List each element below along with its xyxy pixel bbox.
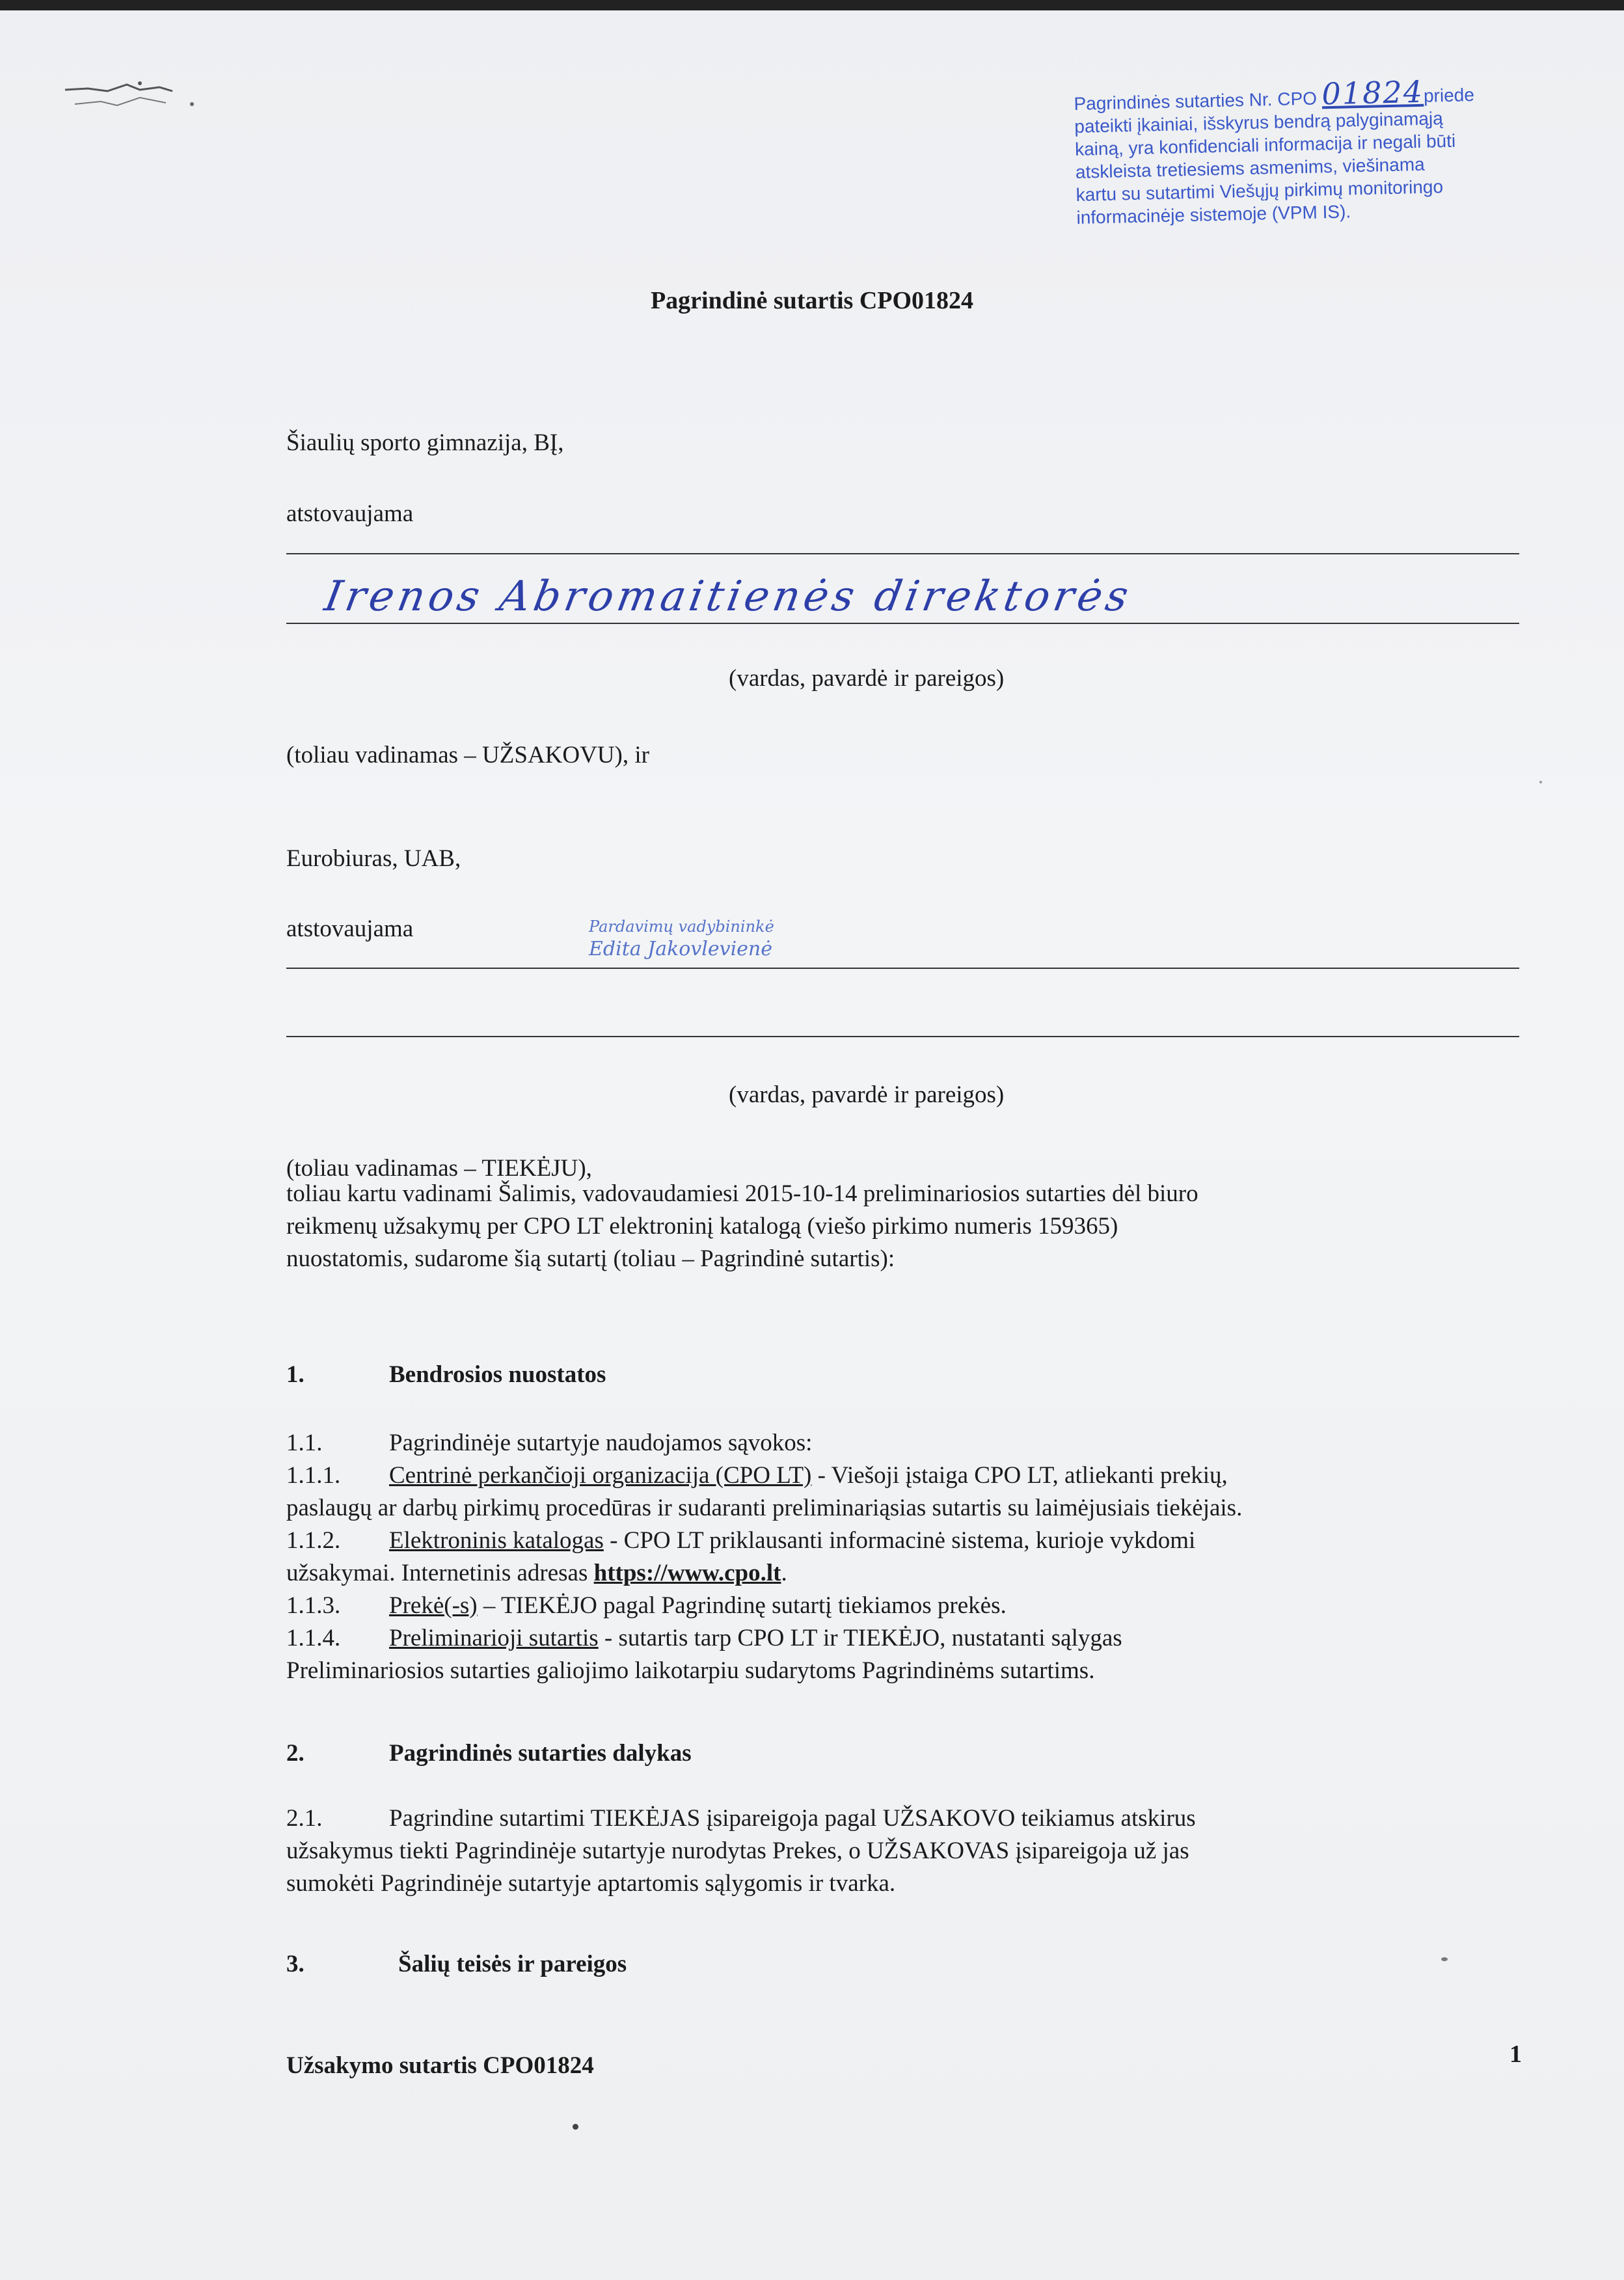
p111-rest: - Viešoji įstaiga CPO LT, atliekanti prekių, bbox=[811, 1462, 1228, 1489]
customer-signature-line-1 bbox=[286, 553, 1519, 554]
stamp-line4: atskleista tretiesiems asmenims, viešinama bbox=[1075, 154, 1425, 182]
intro-line-1: toliau kartu vadinami Šalimis, vadovaudamiesi 2015-10-14 preliminariosios sutarties dėl biuro bbox=[286, 1180, 1198, 1207]
p111-number: 1.1.1. bbox=[286, 1462, 341, 1489]
cpo-website-link[interactable]: https://www.cpo.lt bbox=[593, 1560, 781, 1586]
scan-speck bbox=[1539, 781, 1542, 783]
p112-number: 1.1.2. bbox=[286, 1527, 341, 1554]
customer-represented-label: atstovaujama bbox=[286, 500, 414, 527]
supplier-name: Eurobiuras, UAB, bbox=[286, 845, 461, 872]
intro-line-2: reikmenų užsakymų per CPO LT elektroninį katalogą (viešo pirkimo numeris 159365) bbox=[286, 1213, 1118, 1240]
p112-cont-pre: užsakymai. Internetinis adresas bbox=[286, 1560, 594, 1586]
p21-number: 2.1. bbox=[286, 1805, 323, 1832]
p114-number: 1.1.4. bbox=[286, 1625, 341, 1651]
customer-caption: (vardas, pavardė ir pareigos) bbox=[729, 665, 1005, 692]
p111-line bbox=[389, 1461, 1228, 1491]
p114-rest: - sutartis tarp CPO LT ir TIEKĖJO, nustatanti sąlygas bbox=[598, 1625, 1122, 1651]
supplier-signature-line-1 bbox=[286, 968, 1519, 969]
section3-number: 3. bbox=[286, 1951, 304, 1977]
p112-term: Elektroninis katalogas bbox=[389, 1527, 604, 1554]
supplier-hereinafter: (toliau vadinamas – TIEKĖJU), bbox=[286, 1155, 592, 1182]
supplier-signature-line-2 bbox=[286, 1036, 1519, 1037]
customer-signature-line-2 bbox=[286, 623, 1519, 624]
section3-title: Šalių teisės ir pareigos bbox=[398, 1951, 627, 1977]
footer-title: Užsakymo sutartis CPO01824 bbox=[286, 2052, 594, 2079]
p112-continuation bbox=[286, 1558, 787, 1588]
scan-speck bbox=[1441, 1957, 1448, 1961]
p111-continuation: paslaugų ar darbų pirkimų procedūras ir sudaranti preliminariąsias sutartis su laimėjusiais tiekėjais. bbox=[286, 1495, 1243, 1521]
customer-handwritten-representative: Irenos Abromaitienės direktorės bbox=[321, 573, 1136, 621]
section2-title: Pagrindinės sutarties dalykas bbox=[389, 1740, 692, 1767]
customer-hereinafter: (toliau vadinamas – UŽSAKOVU), ir bbox=[286, 742, 649, 768]
section1-number: 1. bbox=[286, 1361, 304, 1388]
p113-line bbox=[389, 1591, 1007, 1621]
stamp-line1-post: priede bbox=[1423, 85, 1475, 106]
p112-cont-post: . bbox=[781, 1560, 787, 1586]
p113-rest: – TIEKĖJO pagal Pagrindinę sutartį tiekiamos prekės. bbox=[477, 1592, 1007, 1619]
p21-line-2: užsakymus tiekti Pagrindinėje sutartyje nurodytas Prekes, o UŽSAKOVAS įsipareigoja už jas bbox=[286, 1838, 1189, 1864]
stamp-line5: kartu su sutartimi Viešųjų pirkimų monitoringo bbox=[1076, 176, 1444, 205]
p113-term: Prekė(-s) bbox=[389, 1592, 478, 1619]
supplier-stamp-name: Edita Jakovlevienė bbox=[589, 938, 772, 960]
document-title: Pagrindinė sutartis CPO01824 bbox=[650, 287, 974, 314]
p11-text: Pagrindinėje sutartyje naudojamos sąvokos: bbox=[389, 1430, 813, 1456]
p114-continuation: Preliminariosios sutarties galiojimo laikotarpiu sudarytoms Pagrindinėms sutartims. bbox=[286, 1657, 1095, 1684]
p112-rest: - CPO LT priklausanti informacinė sistema, kurioje vykdomi bbox=[603, 1527, 1196, 1554]
p111-term: Centrinė perkančioji organizacija (CPO LT) bbox=[389, 1462, 812, 1489]
stamp-line1-pre: Pagrindinės sutarties Nr. CPO bbox=[1074, 88, 1318, 114]
stamp-line2: pateikti įkainiai, išskyrus bendrą palyginamąją bbox=[1074, 108, 1444, 137]
supplier-stamp-role: Pardavimų vadybininkė bbox=[589, 917, 774, 936]
supplier-caption: (vardas, pavardė ir pareigos) bbox=[729, 1081, 1005, 1108]
p21-line-3: sumokėti Pagrindinėje sutartyje aptartomis sąlygomis ir tvarka. bbox=[286, 1870, 896, 1897]
supplier-representative-stamp bbox=[589, 916, 774, 962]
intro-line-3: nuostatomis, sudarome šią sutartį (toliau – Pagrindinė sutartis): bbox=[286, 1245, 895, 1272]
stamp-handwritten-number: 01824 bbox=[1321, 74, 1424, 112]
p114-line bbox=[389, 1623, 1122, 1653]
section2-number: 2. bbox=[286, 1740, 304, 1767]
section1-title: Bendrosios nuostatos bbox=[389, 1361, 606, 1388]
scan-speck bbox=[573, 2124, 578, 2130]
stamp-line6: informacinėje sistemoje (VPM IS). bbox=[1076, 201, 1351, 228]
corner-smudge-mark bbox=[62, 65, 205, 124]
page-number: 1 bbox=[1509, 2041, 1522, 2068]
stamp-line3: kainą, yra konfidenciali informacija ir negali būti bbox=[1074, 130, 1456, 159]
p114-term: Preliminarioji sutartis bbox=[389, 1625, 599, 1651]
confidentiality-stamp bbox=[1074, 74, 1532, 229]
p11-number: 1.1. bbox=[286, 1430, 323, 1456]
p113-number: 1.1.3. bbox=[286, 1592, 341, 1619]
scan-top-edge bbox=[0, 0, 1624, 10]
customer-name: Šiaulių sporto gimnazija, BĮ, bbox=[286, 429, 564, 456]
p112-line bbox=[389, 1526, 1195, 1556]
p21-line-1: Pagrindine sutartimi TIEKĖJAS įsipareigoja pagal UŽSAKOVO teikiamus atskirus bbox=[389, 1805, 1196, 1832]
supplier-represented-label: atstovaujama bbox=[286, 916, 414, 942]
